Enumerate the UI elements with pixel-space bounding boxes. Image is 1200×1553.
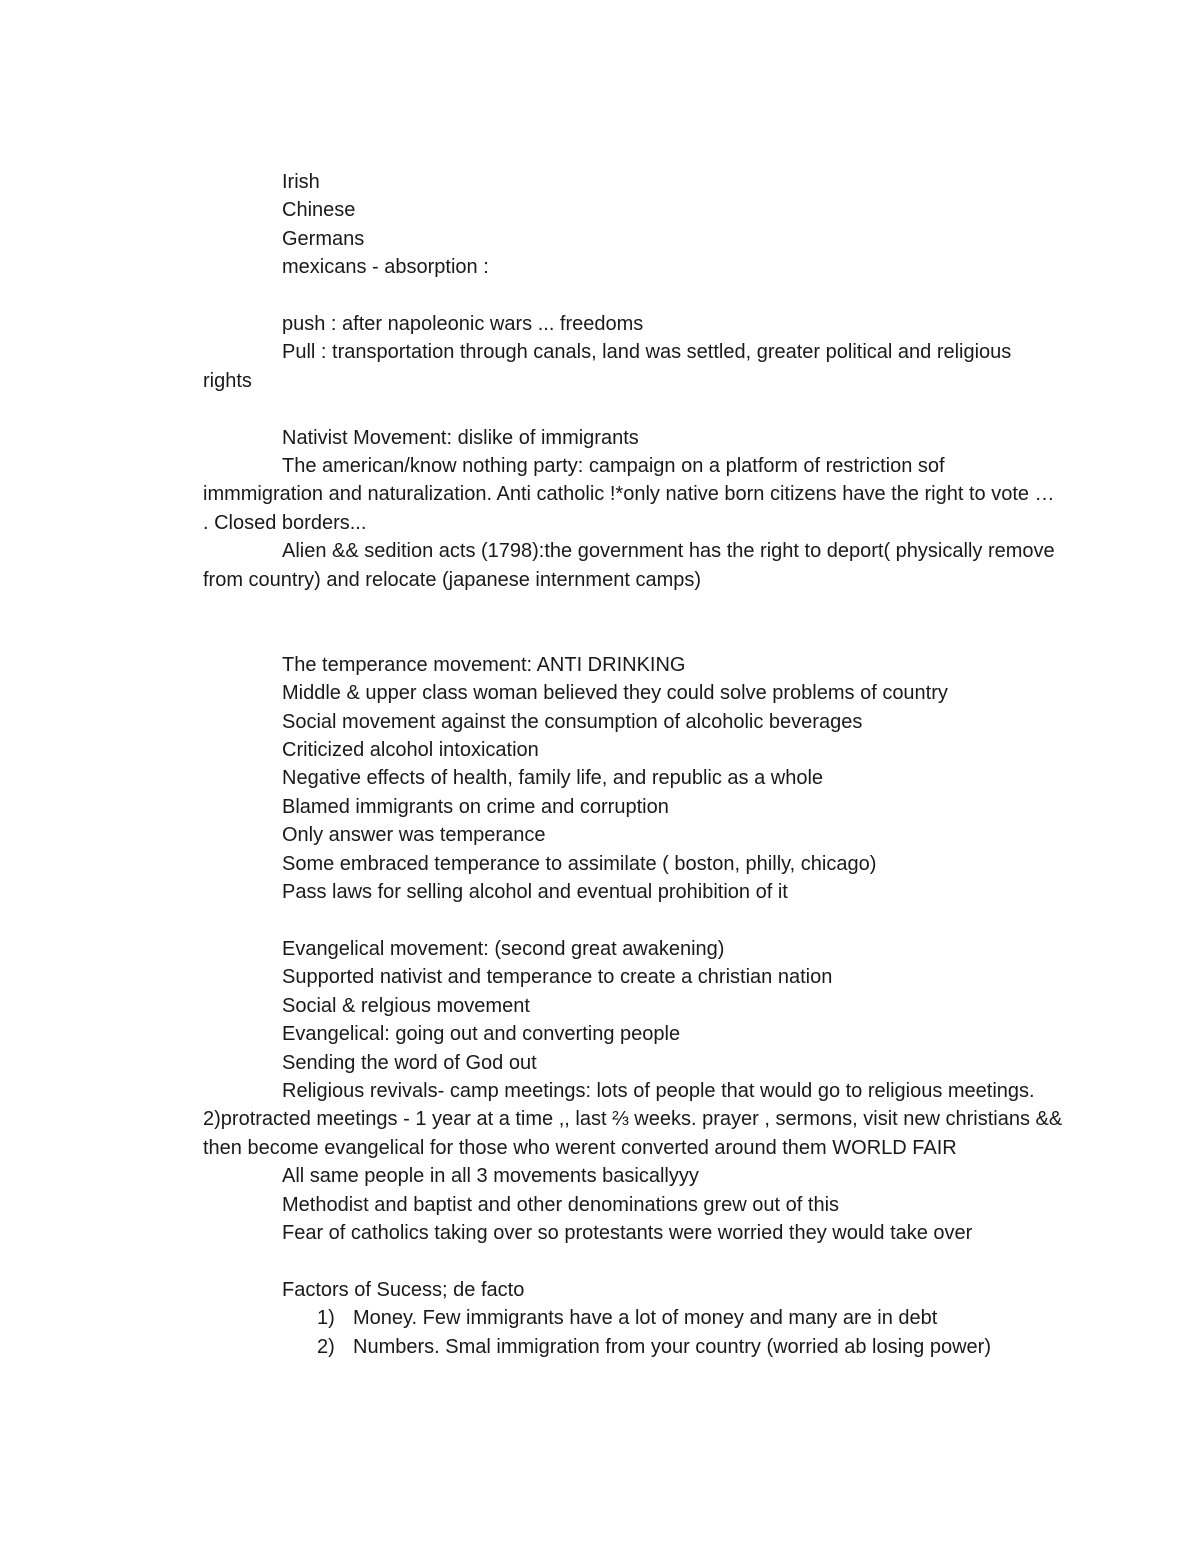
blank-line (203, 395, 1063, 423)
text-line: Evangelical: going out and converting people (282, 1023, 681, 1046)
text-line: Nativist Movement: dislike of immigrants (282, 426, 639, 449)
text-line: Fear of catholics taking over so protestants were worried they would take over (282, 1221, 973, 1244)
text-line: Negative effects of health, family life, and republic as a whole (282, 767, 824, 790)
text-line: push : after napoleonic wars ... freedoms (282, 313, 644, 336)
text-line: Social movement against the consumption of alcoholic beverages (282, 710, 863, 733)
factors-heading: Factors of Sucess; de facto (282, 1278, 525, 1301)
blank-line (203, 594, 1063, 651)
text-line: Pass laws for selling alcohol and eventual prohibition of it (282, 881, 788, 904)
text-line: Blamed immigrants on crime and corruption (282, 795, 669, 818)
text-line: The american/know nothing party: campaign on a platform of restriction sof immmigration and naturalization. Anti catholic !*only native born citizens have the right to vote … . Closed borders... (203, 455, 1055, 534)
text-line: Germans (282, 227, 365, 250)
text-line: Pull : transportation through canals, land was settled, greater political and religious rights (203, 341, 1012, 392)
text-line: Alien && sedition acts (1798):the government has the right to deport( physically remove from country) and relocate (japanese internment camps) (203, 540, 1055, 591)
text-line: mexicans - absorption : (282, 256, 489, 279)
text-line: Irish (282, 171, 320, 193)
text-line: Methodist and baptist and other denominations grew out of this (282, 1193, 840, 1216)
list-item (203, 1333, 1063, 1361)
list-number: 1) (317, 1307, 335, 1330)
text-line: Supported nativist and temperance to create a christian nation (282, 966, 833, 989)
text-line: Social & relgious movement (282, 994, 530, 1017)
text-line: Only answer was temperance (282, 824, 546, 847)
text-line: Religious revivals- camp meetings: lots of people that would go to religious meetings. 2)protracted meetings - 1 year at a time ,, last ⅔ weeks. prayer , sermons, visit new christians && then become evangelical for those who werent converted around them WORLD FAIR (203, 1079, 1063, 1159)
list-item (203, 1304, 1063, 1332)
blank-line (203, 1247, 1063, 1275)
list-item-text: Money. Few immigrants have a lot of money and many are in debt (353, 1307, 938, 1330)
blank-line (203, 282, 1063, 310)
text-line: All same people in all 3 movements basicallyyy (282, 1165, 699, 1188)
text-line: Evangelical movement: (second great awakening) (282, 937, 725, 960)
text-line: Criticized alcohol intoxication (282, 739, 539, 762)
text-line: Chinese (282, 199, 356, 222)
text-line: The temperance movement: ANTI DRINKING (282, 653, 686, 676)
text-line: Sending the word of God out (282, 1051, 537, 1074)
factors-list (203, 1304, 1063, 1361)
list-number: 2) (317, 1335, 335, 1358)
text-line: Some embraced temperance to assimilate ( boston, philly, chicago) (282, 852, 877, 875)
text-line: Middle & upper class woman believed they could solve problems of country (282, 682, 948, 705)
blank-line (203, 907, 1063, 935)
list-item-text: Numbers. Smal immigration from your country (worried ab losing power) (353, 1335, 991, 1358)
document-body (203, 168, 1063, 1361)
